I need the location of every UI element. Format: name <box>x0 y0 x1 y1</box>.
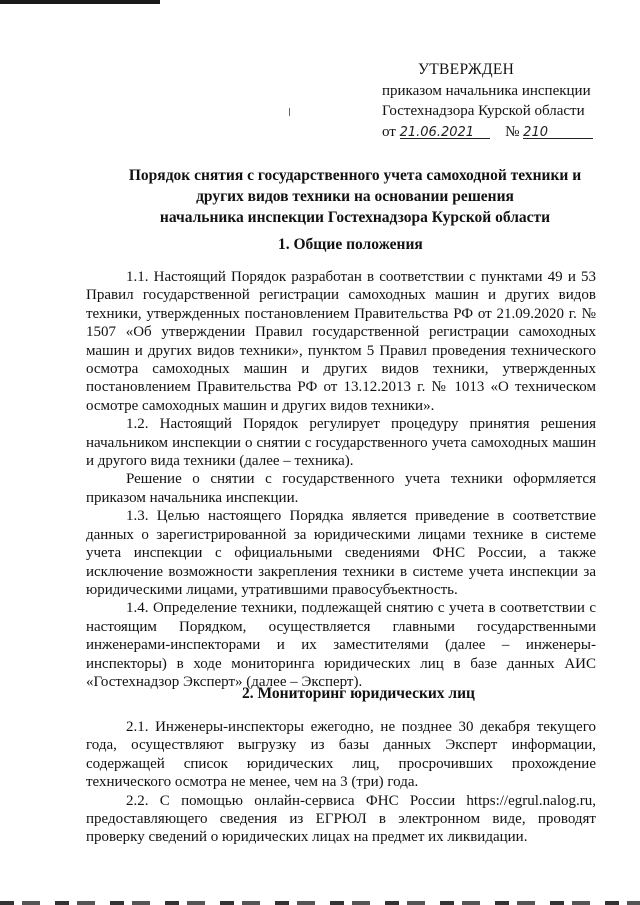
title-line-2: других видов техники на основании решения <box>196 188 514 205</box>
approval-title: УТВЕРЖДЕН <box>418 61 515 78</box>
paragraph-2-2: 2.2. С помощью онлайн-сервиса ФНС России https://egrul.nalog.ru, предоставляющего сведения из ЕГРЮЛ в электронном виде, проводят проверку сведений о юридических лицах на предмет их ликвидации. <box>86 792 596 846</box>
number-prefix: № <box>505 123 520 140</box>
approval-line-2: Гостехнадзора Курской области <box>382 103 585 119</box>
paragraph-1-2: 1.2. Настоящий Порядок регулирует процедуру принятия решения начальником инспекции о снятии с государственного учета самоходных машин и другого вида техники (далее – техника). <box>86 416 596 470</box>
paragraph-1-2-decision: Решение о снятии с государственного учета техники оформляется приказом начальника инспекции. <box>86 471 596 506</box>
paragraph-1-1: 1.1. Настоящий Порядок разработан в соответствии с пунктами 49 и 53 Правил государственной регистрации самоходных машин и других видов техники, утвержденных постановлением Правительства РФ от 21.09.2020 г. № 1507 «Об утверждении Правил государственной регистрации самоходных машин и других видов техники», пунктом 5 Правил проведения технического осмотра самоходных машин и других видов техники, утвержденных постановлением Правительства РФ от 13.12.2013 г. № 1013 «О техническом осмотре самоходных машин и других видов техники». <box>86 269 596 414</box>
section-1-body <box>86 268 596 691</box>
paragraph-2-1: 2.1. Инженеры-инспекторы ежегодно, не позднее 30 декабря текущего года, осуществляют выгрузку из базы данных Эксперт информации, содержащей список юридических лиц, просрочивших прохождение технического осмотра не менее, чем на 3 (три) года. <box>86 719 596 791</box>
title-line-3: начальника инспекции Гостехнадзора Курской области <box>159 209 551 226</box>
scan-edge-top <box>0 0 160 4</box>
approval-date-line <box>382 122 612 143</box>
scan-mark <box>289 108 290 116</box>
document-title <box>120 165 590 228</box>
approval-line-1: приказом начальника инспекции <box>382 82 591 99</box>
section-2-heading: 2. Мониторинг юридических лиц <box>242 685 475 702</box>
section-2-body <box>86 718 596 847</box>
section-1-heading: 1. Общие положения <box>278 236 423 253</box>
handwritten-date: 21.06.2021 <box>399 124 475 140</box>
paragraph-1-4: 1.4. Определение техники, подлежащей снятию с учета в соответствии с настоящим Порядком, осуществляется главными государственными инженерами-инспекторами и их заместителями (далее – инженеры-инспекторы) в ходе мониторинга юридических лиц в базе данных АИС «Гостехнадзор Эксперт» (далее – Эксперт). <box>86 600 596 690</box>
paragraph-1-3: 1.3. Целью настоящего Порядка является приведение в соответствие данных о зарегистрированной за юридическими лицами технике в системе учета инспекции с официальными сведениями ФНС России, а также исключение возможности закрепления техники в системе учета инспекции за юридическими лицами, утратившими правосубъектность. <box>86 508 596 598</box>
number-field <box>523 122 593 139</box>
date-field <box>400 122 490 139</box>
title-line-1: Порядок снятия с государственного учета самоходной техники и <box>128 167 582 184</box>
handwritten-number: 210 <box>523 124 548 140</box>
date-prefix: от <box>382 123 396 140</box>
scan-edge-bottom <box>0 901 640 905</box>
approval-block <box>382 60 612 142</box>
